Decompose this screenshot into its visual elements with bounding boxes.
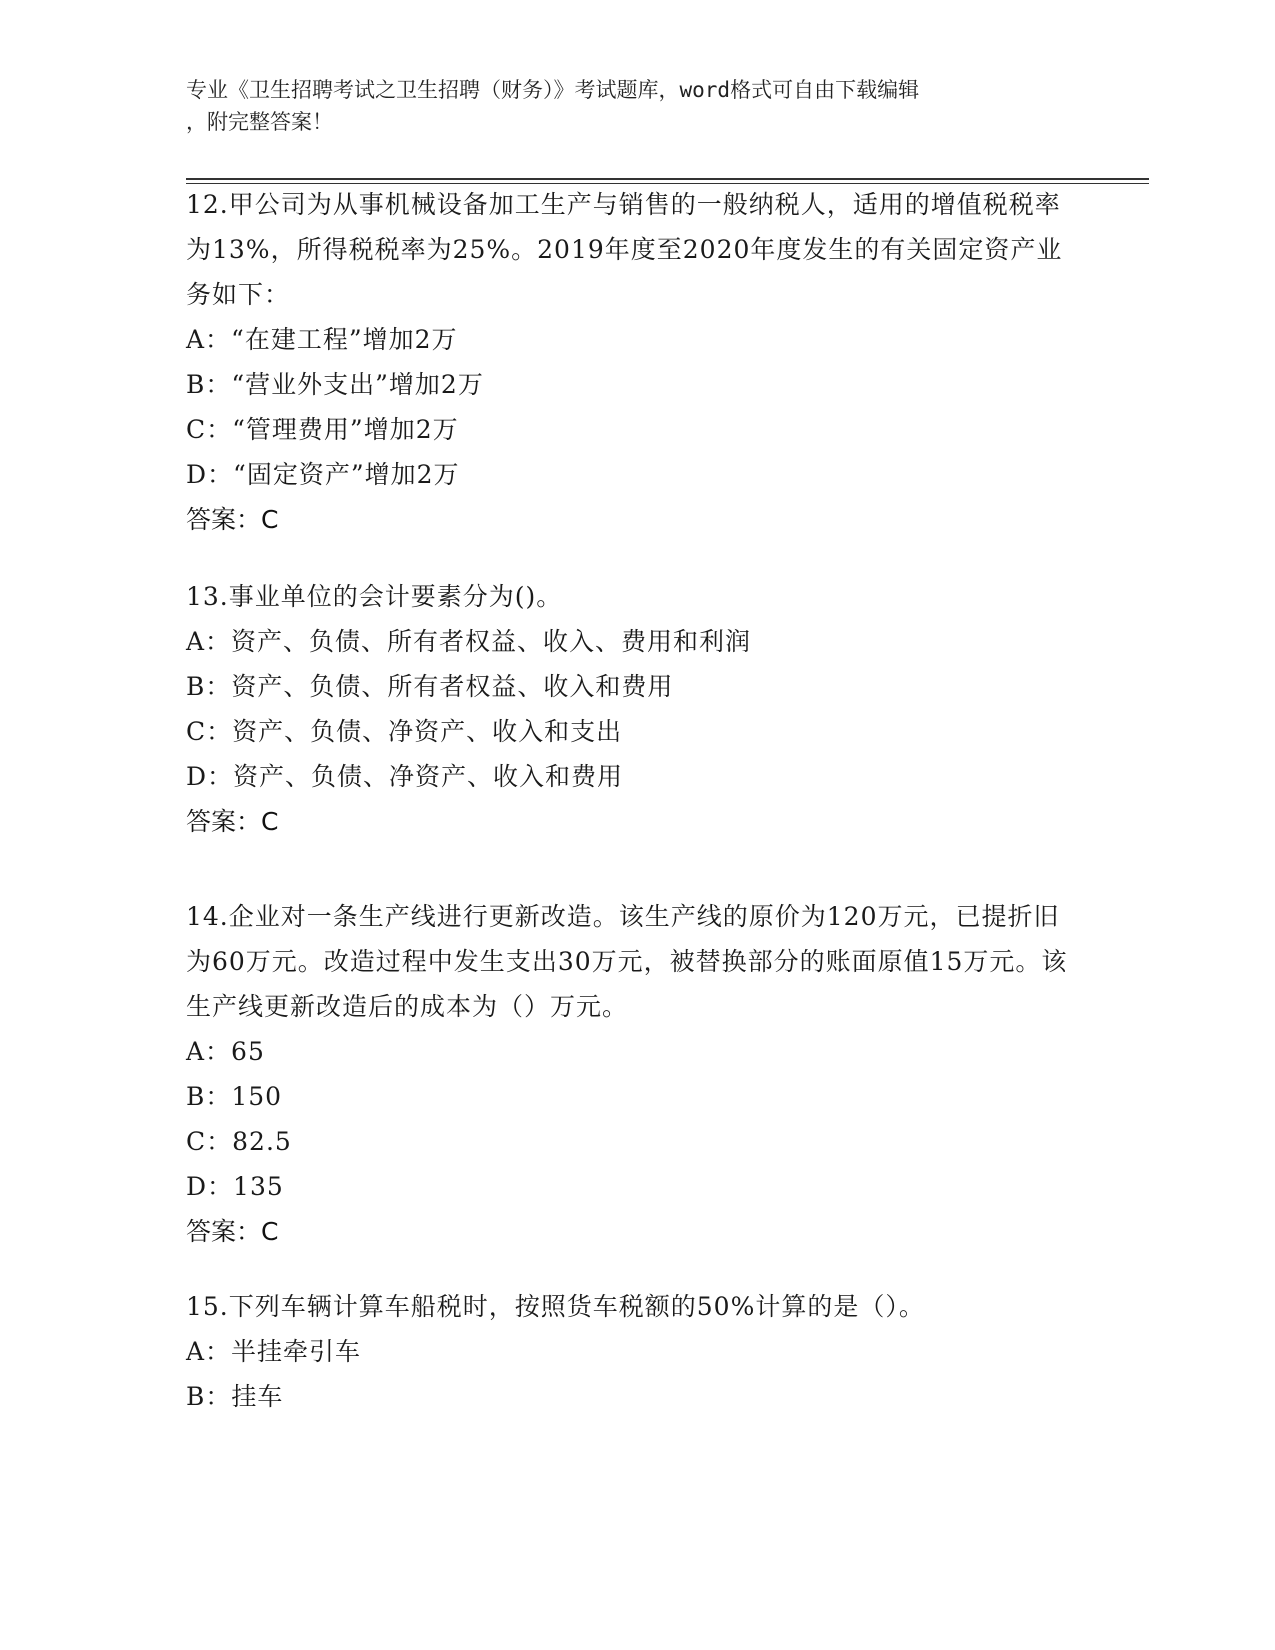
option-c: C：资产、负债、净资产、收入和支出 bbox=[186, 717, 623, 746]
option-b: B：“营业外支出”增加2万 bbox=[186, 370, 484, 399]
header-divider-thick bbox=[186, 178, 1149, 180]
question-12 bbox=[186, 182, 1076, 542]
answer: 答案：C bbox=[186, 807, 279, 836]
answer: 答案：C bbox=[186, 505, 279, 534]
option-a: A：半挂牵引车 bbox=[186, 1337, 362, 1366]
option-d: D：“固定资产”增加2万 bbox=[186, 460, 460, 489]
option-b: B：挂车 bbox=[186, 1382, 284, 1411]
option-d: D：135 bbox=[186, 1172, 284, 1201]
header-line-1: 专业《卫生招聘考试之卫生招聘（财务）》考试题库，word格式可自由下载编辑 bbox=[186, 78, 920, 102]
question-14 bbox=[186, 894, 1076, 1254]
question-stem: 15.下列车辆计算车船税时，按照货车税额的50%计算的是（）。 bbox=[186, 1292, 925, 1321]
option-c: C：“管理费用”增加2万 bbox=[186, 415, 459, 444]
option-b: B：150 bbox=[186, 1082, 283, 1111]
document-header bbox=[186, 74, 1066, 138]
header-line-2: ，附完整答案！ bbox=[186, 110, 333, 134]
option-a: A：65 bbox=[186, 1037, 265, 1066]
question-stem: 12.甲公司为从事机械设备加工生产与销售的一般纳税人，适用的增值税税率为13%，所得税税率为25%。2019年度至2020年度发生的有关固定资产业务如下： bbox=[186, 190, 1063, 309]
question-13 bbox=[186, 574, 1076, 844]
option-c: C：82.5 bbox=[186, 1127, 292, 1156]
option-b: B：资产、负债、所有者权益、收入和费用 bbox=[186, 672, 674, 701]
question-15 bbox=[186, 1284, 1076, 1419]
option-a: A：“在建工程”增加2万 bbox=[186, 325, 458, 354]
question-stem: 13.事业单位的会计要素分为()。 bbox=[186, 582, 563, 611]
question-stem: 14.企业对一条生产线进行更新改造。该生产线的原价为120万元，已提折旧为60万元。改造过程中发生支出30万元，被替换部分的账面原值15万元。该生产线更新改造后的成本为（）万元。 bbox=[186, 902, 1068, 1021]
option-a: A：资产、负债、所有者权益、收入、费用和利润 bbox=[186, 627, 752, 656]
option-d: D：资产、负债、净资产、收入和费用 bbox=[186, 762, 624, 791]
answer: 答案：C bbox=[186, 1217, 279, 1246]
